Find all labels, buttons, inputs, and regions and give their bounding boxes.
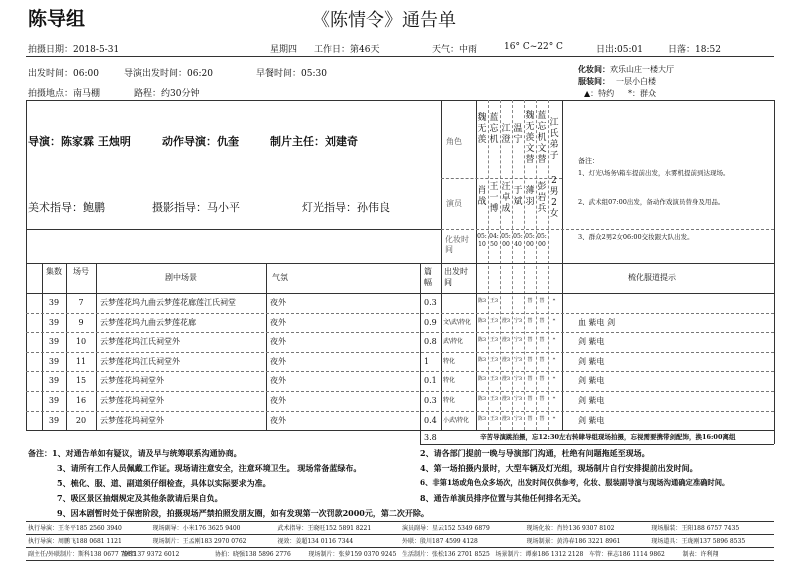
scene-mark: 替 bbox=[539, 356, 545, 363]
actor-3: 汪卓成 bbox=[501, 182, 511, 214]
scene-mark: * bbox=[552, 396, 556, 402]
page-title: 《陈情令》通告单 bbox=[312, 10, 456, 31]
scene-atmosphere: 夜外 bbox=[270, 376, 286, 386]
table-left bbox=[26, 100, 27, 430]
role-2: 蓝忘机 bbox=[489, 113, 499, 145]
makeup-time-3: 05:00 bbox=[501, 233, 511, 248]
scene-mark: 王3 bbox=[489, 317, 499, 324]
contact-entry: 视效：姜超134 0116 7344 bbox=[277, 538, 354, 545]
sunrise: 日出:05:01 bbox=[596, 45, 643, 55]
remarks-line-3: 3、群众2男2女06:00交妆跟大队出发。 bbox=[578, 233, 694, 241]
note-9: 9、因本剧暂时处于保密阶段，拍摄现场严禁拍照发朋友圈，如有发现第一次罚款2000元，第二次开除。 bbox=[57, 508, 429, 518]
workday: 工作日：第46天 bbox=[314, 45, 380, 55]
col-notes: 梳化服道提示 bbox=[628, 273, 676, 282]
scene-number: 10 bbox=[75, 337, 87, 347]
role-5: 魏无羡文替 bbox=[525, 111, 535, 165]
role-6: 蓝忘机文替 bbox=[537, 111, 547, 165]
role-1: 魏无羡 bbox=[477, 113, 487, 145]
role-4: 温宁 bbox=[513, 124, 523, 145]
contact-entry: 生活制片：张松136 2701 8525 bbox=[402, 551, 490, 558]
makeup-time-1: 05:10 bbox=[477, 233, 487, 248]
scene-mark: 替 bbox=[539, 337, 545, 344]
director-depart-time: 导演出发时间：06:20 bbox=[124, 69, 213, 79]
scene-note: 剑 紫电 bbox=[578, 337, 605, 347]
scene-depart: 文\武\特化 bbox=[443, 318, 472, 326]
header-divider bbox=[26, 56, 774, 57]
contact-entry: 现场制片：张萝159 0370 9245 bbox=[308, 551, 397, 558]
scene-mark: 宁3 bbox=[513, 317, 523, 324]
table-right bbox=[774, 100, 775, 430]
scene-mark: 澄3 bbox=[501, 415, 511, 422]
total-note: 辛苦导演跳拍摄，忘12:30左右转肆导组现场拍摄，忘视需要携带剑配饰，换16:00离组 bbox=[480, 433, 736, 441]
staff-art: 美术指导：鲍鹏 bbox=[28, 201, 105, 214]
scene-number: 20 bbox=[75, 415, 87, 425]
contact-entry: 执行导演：周鹏飞188 0681 1121 bbox=[28, 538, 122, 545]
contact-entry: 现场制片：王孟刚183 2970 0762 bbox=[152, 538, 247, 545]
col-atmosphere: 气氛 bbox=[272, 273, 288, 282]
contact-entry: 现场服装：王阳188 6757 7435 bbox=[651, 525, 740, 532]
scene-mark: 替 bbox=[527, 317, 533, 324]
route-time: 路程：约30分钟 bbox=[134, 89, 200, 99]
scene-mark: 替 bbox=[539, 376, 545, 383]
scene-pages: 0.8 bbox=[424, 337, 437, 347]
staff-action: 动作导演：仇奎 bbox=[162, 135, 239, 148]
shoot-date: 拍摄日期：2018-5-31 bbox=[28, 45, 120, 55]
scene-depart: 小武\特化 bbox=[443, 416, 470, 424]
weather: 天气：中雨 bbox=[432, 45, 478, 55]
scene-mark: 宁3 bbox=[513, 415, 523, 422]
scene-mark: 宁3 bbox=[513, 356, 523, 363]
actor-5: 薄羽 bbox=[525, 186, 535, 207]
note-4: 4、第一场拍摄内景时，大型车辆及灯光组，现场制片自行安排提前出发时间。 bbox=[420, 463, 698, 473]
scene-episode: 39 bbox=[48, 337, 60, 347]
scene-mark: 宁3 bbox=[513, 396, 523, 402]
total-pages: 3.8 bbox=[424, 433, 437, 442]
scene-mark: 王3 bbox=[489, 356, 499, 363]
scene-pages: 0.3 bbox=[424, 396, 437, 405]
actor-6: 彭岩兵 bbox=[537, 182, 547, 214]
scene-note: 剑 紫电 bbox=[578, 396, 605, 405]
contact-entry: 执行导演：王冬平185 2560 3940 bbox=[28, 525, 122, 532]
scene-mark: 澄3 bbox=[501, 356, 511, 363]
scene-atmosphere: 夜外 bbox=[270, 415, 286, 425]
staff-directors: 导演：陈家霖 王烛明 bbox=[28, 135, 131, 148]
scene-content: 云梦莲花坞九曲云梦莲花廊 bbox=[100, 317, 196, 327]
col-notes bbox=[562, 100, 563, 430]
actor-label: 演员 bbox=[446, 199, 462, 208]
actor-2: 王一博 bbox=[489, 182, 499, 214]
contact-entry: 场景制片：谭秦186 1312 2128 bbox=[495, 551, 584, 558]
actor-7: 2男2女 bbox=[549, 176, 559, 219]
makeup-room-label: 化妆间：欢乐山庄一楼大厅 bbox=[578, 64, 674, 74]
scene-mark: 替 bbox=[527, 337, 533, 344]
makeup-time-5: 05:00 bbox=[525, 233, 535, 248]
scene-number: 15 bbox=[75, 376, 87, 386]
role-3: 江澄 bbox=[501, 124, 511, 145]
scene-mark: 陈3 bbox=[477, 317, 487, 324]
scene-pages: 0.4 bbox=[424, 415, 437, 425]
note-6: 6、非第1场或角色众多场次，出发时间仅供参考，化妆、服装副导演与现场沟通确定准确时间。 bbox=[420, 478, 730, 487]
contact-entry: 董炜137 9372 6012 bbox=[121, 551, 180, 558]
makeup-time-4: 05:40 bbox=[513, 233, 523, 248]
scene-mark: 澄3 bbox=[501, 396, 511, 402]
scene-depart: 特化 bbox=[443, 357, 456, 365]
contact-entry: 副主任/外联制片：斯科138 0677 7985 bbox=[28, 551, 136, 558]
note-8: 8、通告单演员排序位置与其他任何排名无关。 bbox=[420, 493, 586, 503]
role-7: 江氏弟子 bbox=[549, 118, 559, 161]
scene-mark: 王3 bbox=[489, 337, 499, 344]
contact-entry: 现场道具：王珑刚137 5896 8535 bbox=[651, 538, 746, 545]
staff-light: 灯光指导：孙伟良 bbox=[302, 201, 390, 214]
role-label: 角色 bbox=[446, 137, 462, 146]
makeup-time-label: 化妆时间 bbox=[445, 235, 469, 254]
scene-pages: 0.3 bbox=[424, 298, 437, 307]
staff-photo: 摄影指导：马小平 bbox=[152, 201, 240, 214]
scene-episode: 39 bbox=[48, 376, 60, 386]
remarks-line-2: 2、武术组07:00出发，备动作戏演员替身及用品。 bbox=[578, 198, 725, 206]
scene-number: 9 bbox=[78, 317, 84, 327]
scene-depart: 特化 bbox=[443, 397, 456, 404]
scene-episode: 39 bbox=[48, 317, 60, 327]
note-7: 7、吸区景区抽烟规定及其他条款请后果自负。 bbox=[57, 493, 223, 503]
note-1: 备注：1、对通告单如有疑议，请及早与统筹联系沟通协商。 bbox=[28, 448, 242, 458]
scene-mark: 陈3 bbox=[477, 337, 487, 344]
scene-pages: 0.9 bbox=[424, 317, 437, 327]
contact-entry: 演员副导：星云152 5349 6879 bbox=[402, 525, 490, 532]
scene-mark: 澄3 bbox=[501, 337, 511, 344]
weekday: 星期四 bbox=[270, 45, 298, 55]
scene-depart: 特化 bbox=[443, 377, 456, 385]
scene-mark: 澄3 bbox=[501, 317, 511, 324]
contact-entry: 车管：崔志186 1114 9862 bbox=[589, 551, 665, 558]
scene-number: 11 bbox=[75, 356, 87, 366]
scene-atmosphere: 夜外 bbox=[270, 337, 286, 347]
sunset: 日落：18:52 bbox=[668, 45, 721, 55]
costume-room-label: 服装间： 一层小白楼 bbox=[578, 76, 656, 86]
scene-episode: 39 bbox=[48, 298, 60, 307]
scene-mark: * bbox=[552, 356, 556, 363]
contact-entry: 外联：殷川187 4599 4128 bbox=[402, 538, 478, 545]
scene-mark: 王3 bbox=[489, 298, 499, 304]
actor-1: 肖战 bbox=[477, 186, 487, 207]
scene-pages: 1 bbox=[424, 356, 430, 366]
scene-mark: * bbox=[552, 317, 556, 324]
scene-episode: 39 bbox=[48, 415, 60, 425]
scene-mark: 陈3 bbox=[477, 356, 487, 363]
scene-note: 剑 紫电 bbox=[578, 415, 605, 425]
table-top bbox=[26, 100, 774, 101]
remarks-title: 备注： bbox=[578, 157, 599, 165]
scene-mark: * bbox=[552, 376, 556, 383]
scene-atmosphere: 夜外 bbox=[270, 356, 286, 366]
scene-note: 剑 紫电 bbox=[578, 376, 605, 386]
depart-time: 出发时间：06:00 bbox=[28, 69, 99, 79]
scene-mark: 陈3 bbox=[477, 298, 487, 304]
scene-note: 血 紫电 剑 bbox=[578, 317, 616, 327]
scene-mark: * bbox=[552, 337, 556, 344]
scene-mark: 宁3 bbox=[513, 337, 523, 344]
scene-atmosphere: 夜外 bbox=[270, 298, 286, 307]
scene-mark: 替 bbox=[527, 356, 533, 363]
scene-content: 云梦莲花坞祠堂外 bbox=[100, 396, 164, 405]
scene-mark: 宁3 bbox=[513, 376, 523, 383]
scene-mark: 陈3 bbox=[477, 396, 487, 402]
scene-mark: 替 bbox=[539, 415, 545, 422]
note-3: 3、请所有工作人员佩戴工作证。现场请注意安全，注意环境卫生。 现场常备蓝绿布。 bbox=[57, 463, 362, 473]
scene-mark: 替 bbox=[527, 415, 533, 422]
legend-special: ▲：特约 bbox=[584, 89, 615, 98]
scene-note: 剑 紫电 bbox=[578, 356, 605, 366]
makeup-time-2: 04:50 bbox=[489, 233, 499, 248]
col-content: 剧中场景 bbox=[165, 273, 197, 282]
contact-entry: 制表：许利翔 bbox=[682, 551, 719, 558]
note-5: 5、梳化、服、道、副道须仔细检查，具体以实际要求为准。 bbox=[57, 478, 271, 488]
scene-depart: 武\特化 bbox=[443, 338, 464, 346]
contact-entry: 武术指导：王晓旺152 5891 8221 bbox=[277, 525, 372, 532]
scene-content: 云梦莲花坞江氏祠堂外 bbox=[100, 337, 180, 347]
breakfast-time: 早餐时间：05:30 bbox=[256, 69, 327, 79]
scene-number: 7 bbox=[78, 298, 84, 307]
scene-content: 云梦莲花坞祠堂外 bbox=[100, 376, 164, 386]
director-group: 陈导组 bbox=[28, 8, 86, 30]
scene-mark: * bbox=[552, 415, 556, 422]
shoot-location: 拍摄地点：南马棚 bbox=[28, 89, 101, 99]
scene-mark: 王3 bbox=[489, 396, 499, 402]
scene-number: 16 bbox=[75, 396, 87, 405]
scene-content: 云梦莲花坞九曲云梦莲花廊莲江氏祠堂 bbox=[100, 298, 236, 307]
contact-entry: 现场副导：小米176 3625 9400 bbox=[152, 525, 241, 532]
staff-producer: 制片主任：刘建奇 bbox=[270, 135, 358, 148]
remarks-line-1: 1、灯光\场务\箱车提前出发，水雾机提前到达现场。 bbox=[578, 169, 730, 177]
scene-mark: 替 bbox=[539, 396, 545, 402]
contact-entry: 现场化妆：肖铃136 9307 8102 bbox=[526, 525, 615, 532]
scene-episode: 39 bbox=[48, 396, 60, 405]
col-pages: 篇幅 bbox=[424, 267, 432, 287]
col-depart-time: 出发时间 bbox=[444, 267, 468, 287]
scene-atmosphere: 夜外 bbox=[270, 396, 286, 405]
scene-mark: 陈3 bbox=[477, 376, 487, 383]
scene-mark: 王3 bbox=[489, 376, 499, 383]
scene-mark: 陈3 bbox=[477, 415, 487, 422]
scene-mark: 替 bbox=[527, 396, 533, 402]
scene-episode: 39 bbox=[48, 356, 60, 366]
scene-mark: 澄3 bbox=[501, 376, 511, 383]
scene-mark: 替 bbox=[527, 298, 533, 304]
scene-mark: 替 bbox=[527, 376, 533, 383]
contact-entry: 协拍：晓强138 5896 2776 bbox=[215, 551, 291, 558]
scene-mark: * bbox=[552, 298, 556, 304]
temperature: 16° C~22° C bbox=[504, 42, 563, 52]
scene-content: 云梦莲花坞江氏祠堂外 bbox=[100, 356, 180, 366]
col-episode: 集数 bbox=[46, 267, 62, 276]
scene-pages: 0.1 bbox=[424, 376, 437, 386]
scene-mark: 替 bbox=[539, 317, 545, 324]
scene-content: 云梦莲花坞祠堂外 bbox=[100, 415, 164, 425]
scene-mark: 王3 bbox=[489, 415, 499, 422]
legend-group: *：群众 bbox=[628, 89, 656, 98]
makeup-time-6: 05:00 bbox=[537, 233, 547, 248]
actor-4: 于斌 bbox=[513, 186, 523, 207]
col-scene: 场号 bbox=[73, 267, 89, 276]
scene-mark: 替 bbox=[539, 298, 545, 304]
note-2: 2、请各部门提前一晚与导演部门沟通，杜绝有问题拖延至现场。 bbox=[420, 448, 650, 458]
contact-entry: 现场制景：黄涛春186 3221 8961 bbox=[526, 538, 621, 545]
scene-atmosphere: 夜外 bbox=[270, 317, 286, 327]
